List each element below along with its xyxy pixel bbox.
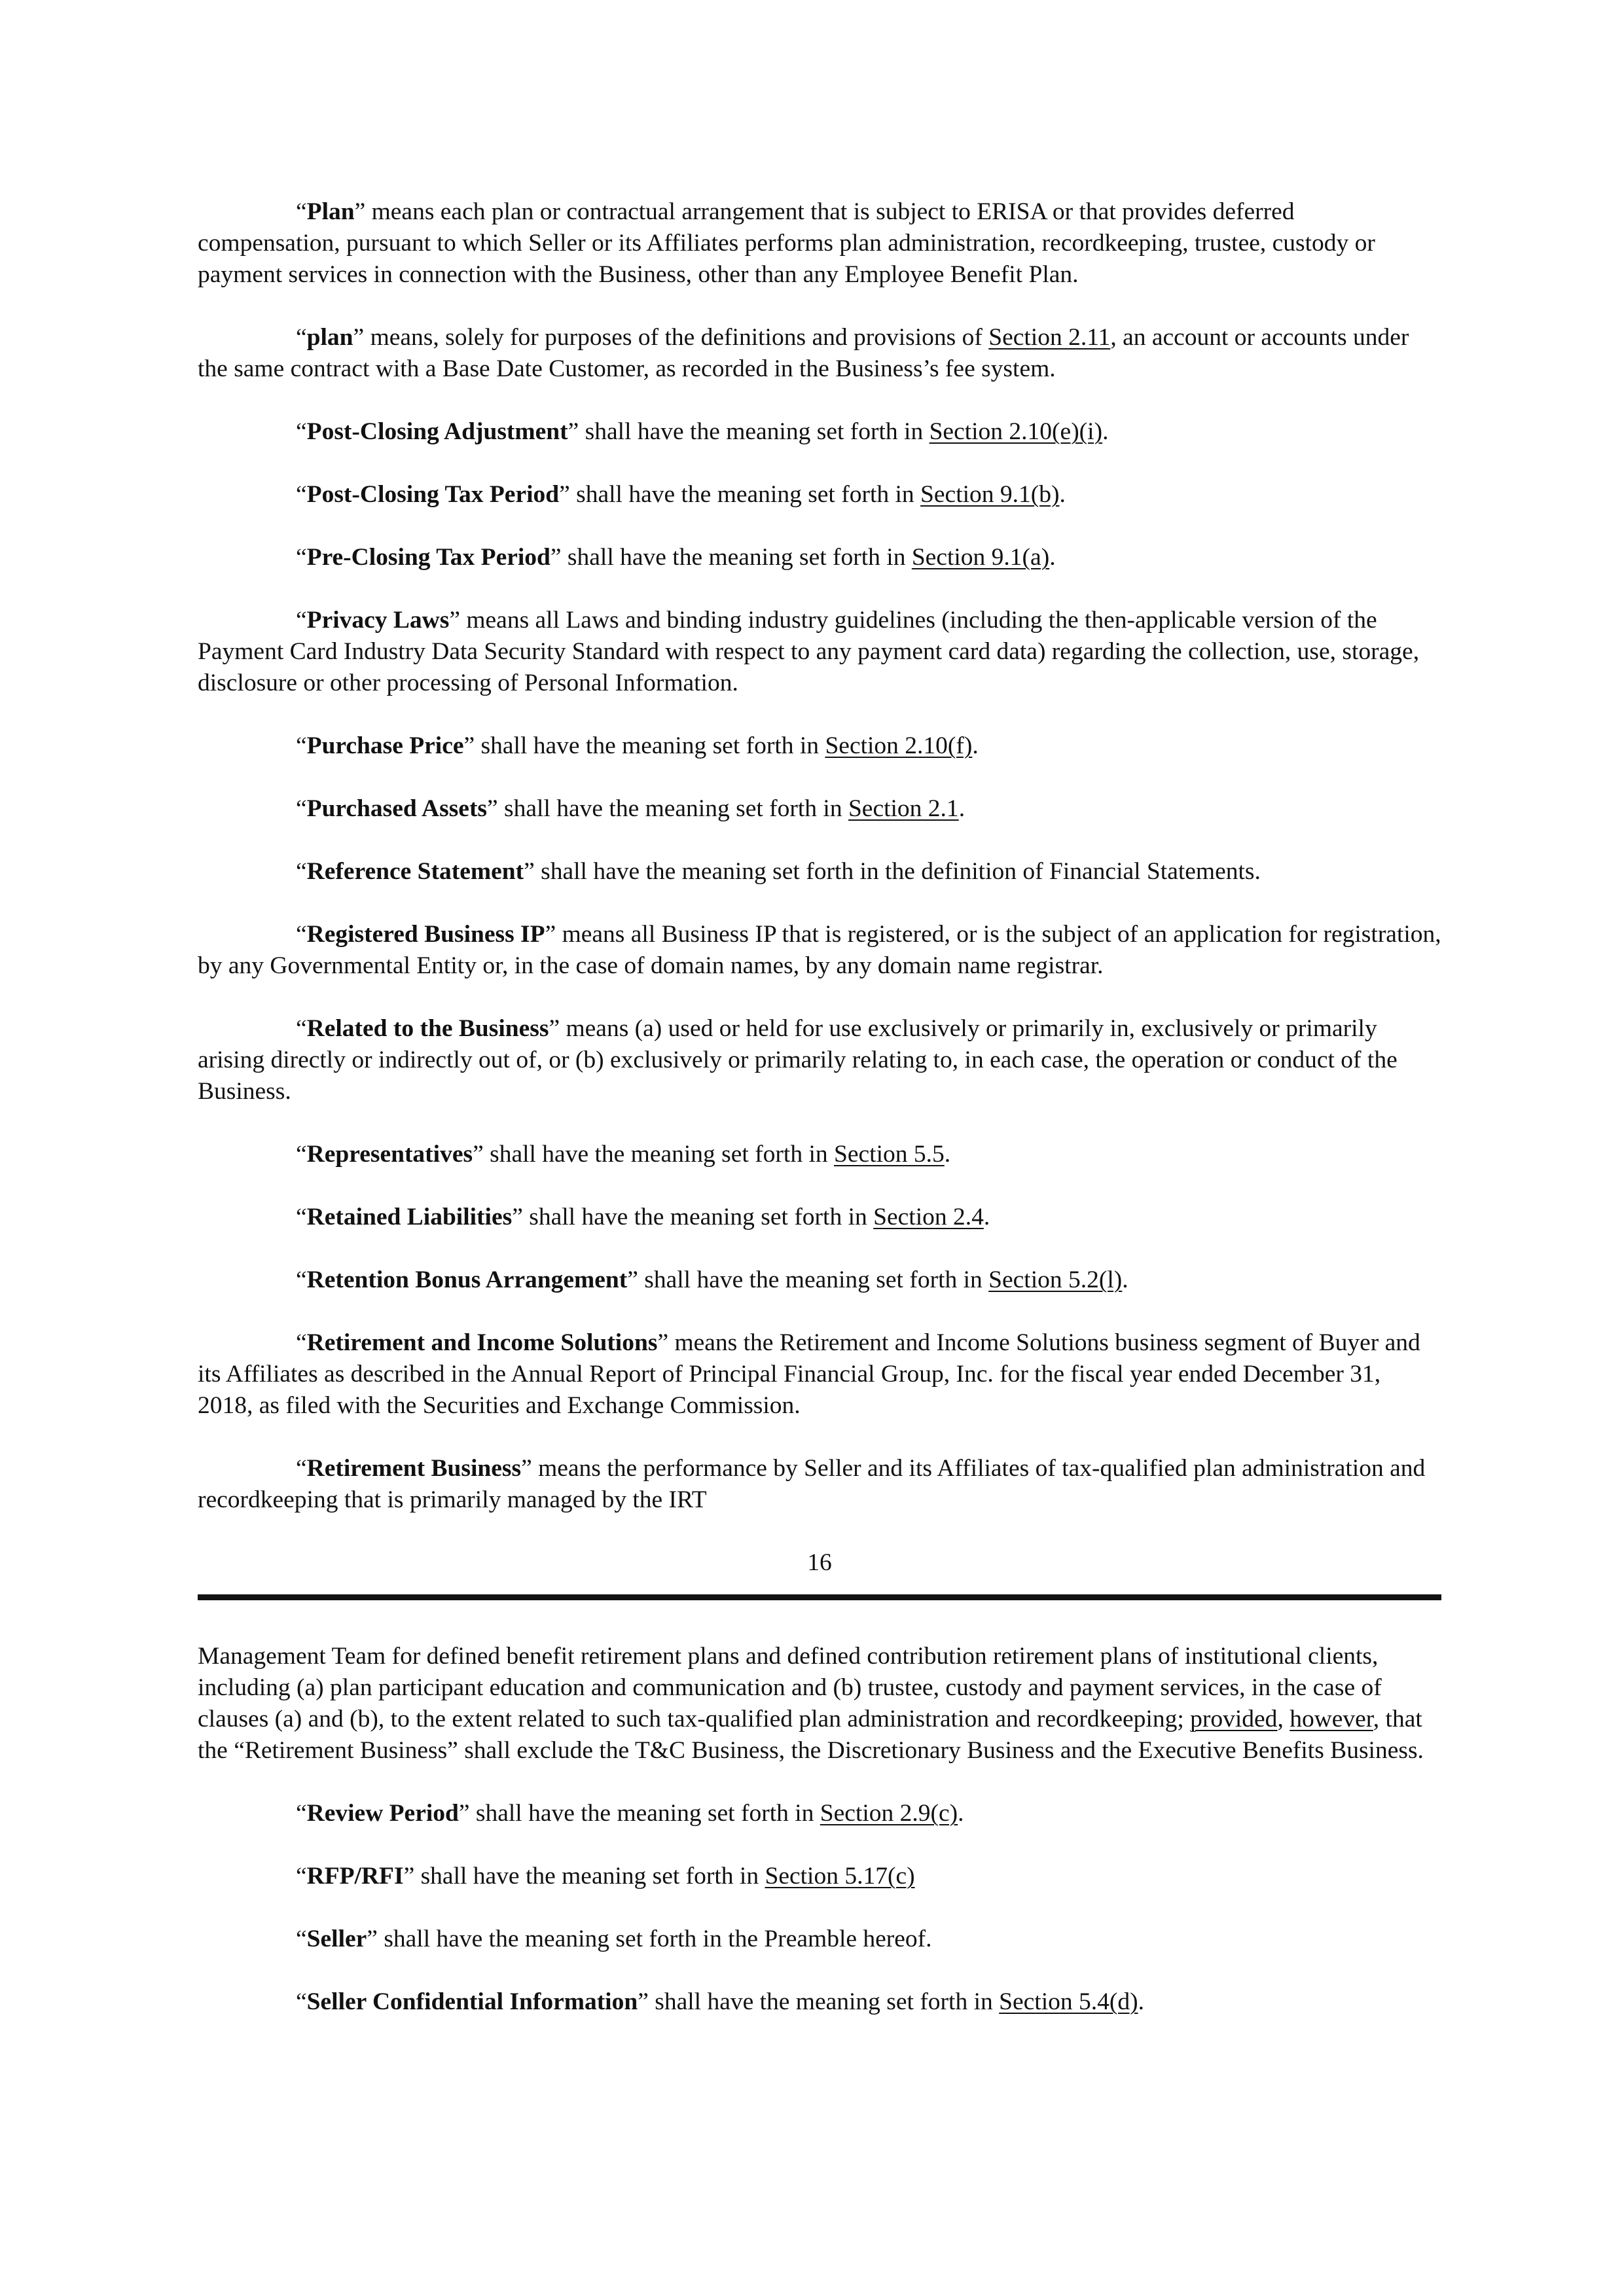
definition-text: ” means all Business IP that is registered, or is the subject of an application for registration, by any Governmental Entity or, in the case of domain names, by any domain name registrar. <box>198 921 1441 979</box>
definition-post-closing-adjustment: “Post-Closing Adjustment” shall have the meaning set forth in Section 2.10(e)(i). <box>296 418 1109 445</box>
definition-tail: . <box>1102 418 1109 445</box>
definition-post-closing-tax-period: “Post-Closing Tax Period” shall have the meaning set forth in Section 9.1(b). <box>296 481 1066 508</box>
section-reference: Section 2.1 <box>848 795 959 822</box>
defined-term: Seller Confidential Information <box>306 1988 638 2015</box>
defined-term: Post-Closing Tax Period <box>306 481 560 508</box>
definition-tail: . <box>1049 544 1056 571</box>
section-reference: Section 2.10(e)(i) <box>929 418 1103 445</box>
definition-tail: . <box>1122 1266 1128 1293</box>
defined-term: Seller <box>306 1926 367 1952</box>
defined-term: Retention Bonus Arrangement <box>306 1266 628 1293</box>
defined-term: plan <box>306 324 353 351</box>
definition-text: ” shall have the meaning set forth in the definition of Financial Statements. <box>524 858 1261 885</box>
defined-term: Review Period <box>306 1800 459 1827</box>
definition-tail: . <box>958 1800 964 1827</box>
definition-text: ” shall have the meaning set forth in <box>487 795 848 822</box>
section-reference: Section 2.9(c) <box>820 1800 958 1827</box>
definition-text: ” means (a) used or held for use exclusively or primarily in, exclusively or primarily arising directly or indirectly out of, or (b) exclusively or primarily relating to, in each case, the operation or conduct of the Business. <box>198 1015 1398 1105</box>
definition-tail: . <box>972 732 979 759</box>
definition-text: ” shall have the meaning set forth in <box>458 1800 820 1827</box>
definition-text: ” shall have the meaning set forth in <box>463 732 825 759</box>
definition-seller: “Seller” shall have the meaning set forth in the Preamble hereof. <box>296 1926 932 1952</box>
defined-term: RFP/RFI <box>306 1863 404 1890</box>
section-reference: Section 2.11 <box>988 324 1111 351</box>
defined-term: Reference Statement <box>306 858 524 885</box>
definition-retirement-and-income-solutions: “Retirement and Income Solutions” means the Retirement and Income Solutions business segment of Buyer and its Affiliates as described in the Annual Report of Principal Financial Group, Inc. for the fiscal year ended December 31, 2018, as filed with the Securities and Exchange Commission. <box>198 1329 1420 1419</box>
however-term: however <box>1290 1706 1373 1732</box>
defined-term: Related to the Business <box>306 1015 549 1042</box>
defined-term: Post-Closing Adjustment <box>306 418 568 445</box>
definition-purchased-assets: “Purchased Assets” shall have the meaning set forth in Section 2.1. <box>296 795 965 822</box>
definition-reference-statement: “Reference Statement” shall have the meaning set forth in the definition of Financial Statements. <box>296 858 1261 885</box>
section-reference: Section 2.4 <box>873 1204 984 1230</box>
definition-text: ” means each plan or contractual arrangement that is subject to ERISA or that provides deferred compensation, pursuant to which Seller or its Affiliates performs plan administration, recordkeeping, trustee, custody or payment services in connection with the Business, other than any Employee Benefit Plan. <box>198 198 1375 288</box>
section-reference: Section 2.10(f) <box>825 732 973 759</box>
definition-tail: . <box>1059 481 1066 508</box>
defined-term: Retirement Business <box>306 1455 522 1482</box>
defined-term: Purchase Price <box>306 732 464 759</box>
continuation-text: Management Team for defined benefit retirement plans and defined contribution retirement plans of institutional clients, including (a) plan participant education and communication and (b) trustee, custody and payment services, in the case of clauses (a) and (b), to the extent related to such tax-qualified plan administration and recordkeeping; <box>198 1643 1382 1732</box>
document-page <box>198 196 1441 2049</box>
definition-plan: “Plan” means each plan or contractual arrangement that is subject to ERISA or that provides deferred compensation, pursuant to which Seller or its Affiliates performs plan administration, recordkeeping, trustee, custody or payment services in connection with the Business, other than any Employee Benefit Plan. <box>198 198 1375 288</box>
definition-text: ” shall have the meaning set forth in <box>568 418 929 445</box>
definition-related-to-the-business: “Related to the Business” means (a) used or held for use exclusively or primarily in, exclusively or primarily arising directly or indirectly out of, or (b) exclusively or primarily relating to, in each case, the operation or conduct of the Business. <box>198 1015 1398 1105</box>
definition-purchase-price: “Purchase Price” shall have the meaning set forth in Section 2.10(f). <box>296 732 979 759</box>
defined-term: Representatives <box>306 1141 473 1168</box>
definition-retained-liabilities: “Retained Liabilities” shall have the meaning set forth in Section 2.4. <box>296 1204 990 1230</box>
definition-tail: . <box>983 1204 990 1230</box>
definition-tail: . <box>944 1141 951 1168</box>
definition-text: ” shall have the meaning set forth in <box>627 1266 989 1293</box>
definition-text: ” shall have the meaning set forth in the Preamble hereof. <box>367 1926 932 1952</box>
definition-seller-confidential-information: “Seller Confidential Information” shall have the meaning set forth in Section 5.4(d). <box>296 1988 1144 2015</box>
definitions-list-page-16 <box>198 196 1441 1516</box>
definition-plan: “plan” means, solely for purposes of the definitions and provisions of Section 2.11, an account or accounts under the same contract with a Base Date Customer, as recorded in the Business’s fee system. <box>198 324 1409 382</box>
section-reference: Section 5.4(d) <box>999 1988 1138 2015</box>
continuation-text-end: , that the “Retirement Business” shall exclude the T&C Business, the Discretionary Business and the Executive Benefits Business. <box>198 1706 1424 1764</box>
definition-text: ” shall have the meaning set forth in <box>512 1204 874 1230</box>
defined-term: Privacy Laws <box>306 607 450 634</box>
defined-term: Purchased Assets <box>306 795 488 822</box>
definition-text: ” means the Retirement and Income Solutions business segment of Buyer and its Affiliates as described in the Annual Report of Principal Financial Group, Inc. for the fiscal year ended December 31, 2018, as filed with the Securities and Exchange Commission. <box>198 1329 1420 1419</box>
retirement-business-continuation <box>198 1641 1441 1767</box>
definitions-list-page-17 <box>198 1798 1441 2018</box>
definition-text: ” means all Laws and binding industry guidelines (including the then-applicable version of the Payment Card Industry Data Security Standard with respect to any payment card data) regarding the collection, use, storage, disclosure or other processing of Personal Information. <box>198 607 1420 696</box>
section-reference: Section 9.1(b) <box>920 481 1060 508</box>
page-number: 16 <box>807 1549 832 1576</box>
definition-review-period: “Review Period” shall have the meaning set forth in Section 2.9(c). <box>296 1800 964 1827</box>
page-break-divider <box>198 1594 1441 1600</box>
definition-text: ” shall have the meaning set forth in <box>638 1988 1000 2015</box>
section-reference: Section 5.17(c) <box>765 1863 915 1890</box>
definition-representatives: “Representatives” shall have the meaning set forth in Section 5.5. <box>296 1141 951 1168</box>
definition-text: ” shall have the meaning set forth in <box>403 1863 765 1890</box>
definition-text: ” shall have the meaning set forth in <box>473 1141 834 1168</box>
definition-text: ” shall have the meaning set forth in <box>559 481 921 508</box>
provided-term: provided <box>1190 1706 1278 1732</box>
defined-term: Retirement and Income Solutions <box>306 1329 658 1356</box>
definition-tail: , an account or accounts under the same contract with a Base Date Customer, as recorded in the Business’s fee system. <box>198 324 1409 382</box>
definition-retirement-business: “Retirement Business” means the performance by Seller and its Affiliates of tax-qualified plan administration and recordkeeping that is primarily managed by the IRT <box>198 1455 1426 1513</box>
definition-pre-closing-tax-period: “Pre-Closing Tax Period” shall have the meaning set forth in Section 9.1(a). <box>296 544 1056 571</box>
definition-rfp-rfi: “RFP/RFI” shall have the meaning set forth in Section 5.17(c) <box>296 1863 915 1890</box>
definition-tail: . <box>1138 1988 1144 2015</box>
defined-term: Pre-Closing Tax Period <box>306 544 550 571</box>
defined-term: Retained Liabilities <box>306 1204 513 1230</box>
section-reference: Section 5.5 <box>834 1141 945 1168</box>
defined-term: Plan <box>306 198 355 225</box>
section-reference: Section 9.1(a) <box>911 544 1050 571</box>
continuation-comma: , <box>1277 1706 1290 1732</box>
defined-term: Registered Business IP <box>306 921 545 948</box>
section-reference: Section 5.2(l) <box>988 1266 1123 1293</box>
definition-text: ” means the performance by Seller and its Affiliates of tax-qualified plan administration and recordkeeping that is primarily managed by the IRT <box>198 1455 1426 1513</box>
definition-retention-bonus-arrangement: “Retention Bonus Arrangement” shall have the meaning set forth in Section 5.2(l). <box>296 1266 1128 1293</box>
definition-text: ” means, solely for purposes of the definitions and provisions of <box>353 324 989 351</box>
definition-privacy-laws: “Privacy Laws” means all Laws and binding industry guidelines (including the then-applicable version of the Payment Card Industry Data Security Standard with respect to any payment card data) regarding the collection, use, storage, disclosure or other processing of Personal Information. <box>198 607 1420 696</box>
definition-registered-business-ip: “Registered Business IP” means all Business IP that is registered, or is the subject of an application for registration, by any Governmental Entity or, in the case of domain names, by any domain name registrar. <box>198 921 1441 979</box>
definition-tail: . <box>958 795 965 822</box>
definition-text: ” shall have the meaning set forth in <box>550 544 912 571</box>
